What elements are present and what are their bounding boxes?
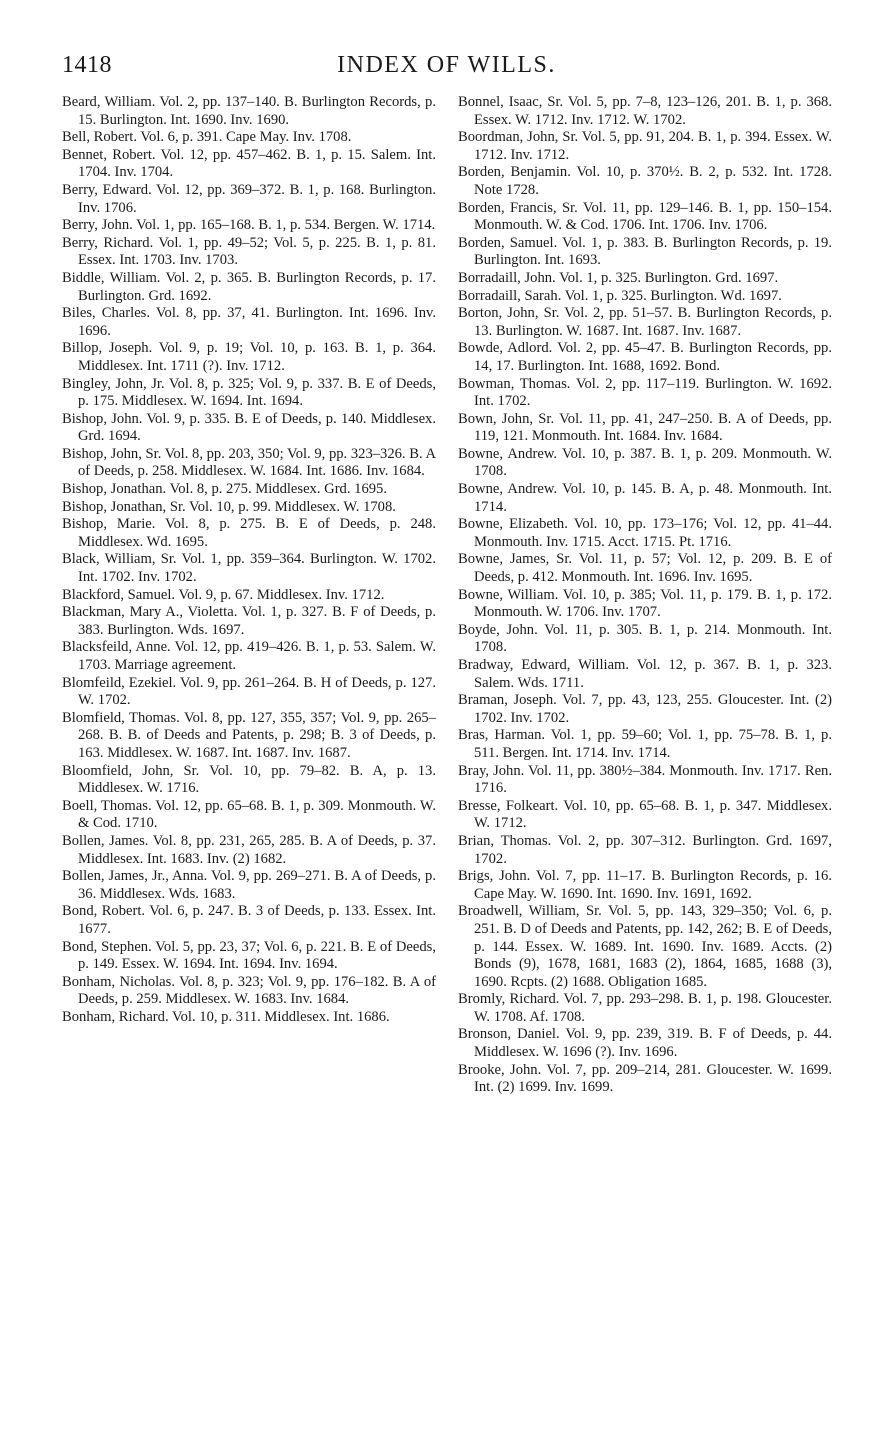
index-entry: Bradway, Edward, William. Vol. 12, p. 367. B. 1, p. 323. Salem. Wds. 1711. (458, 657, 832, 691)
index-entry: Bollen, James, Jr., Anna. Vol. 9, pp. 269–271. B. A of Deeds, p. 36. Middlesex. Wds. 1683. (62, 868, 436, 902)
index-entry: Bond, Stephen. Vol. 5, pp. 23, 37; Vol. 6, p. 221. B. E of Deeds, p. 149. Essex. W. 1694. Int. 1694. Inv. 1694. (62, 938, 436, 973)
index-entry: Bloomfield, John, Sr. Vol. 10, pp. 79–82. B. A, p. 13. Middlesex. W. 1716. (62, 762, 436, 797)
index-entry: Bishop, Marie. Vol. 8, p. 275. B. E of Deeds, p. 248. Middlesex. Wd. 1695. (62, 516, 436, 550)
right-column (458, 94, 832, 1097)
index-entry: Borden, Samuel. Vol. 1, p. 383. B. Burlington Records, p. 19. Burlington. Int. 1693. (458, 234, 832, 269)
index-entry: Blomfeild, Ezekiel. Vol. 9, pp. 261–264. B. H of Deeds, p. 127. W. 1702. (62, 674, 436, 709)
index-entry: Bowde, Adlord. Vol. 2, pp. 45–47. B. Burlington Records, pp. 14, 17. Burlington. Int. 1688, 1692. Bond. (458, 340, 832, 374)
index-entry: Billop, Joseph. Vol. 9, p. 19; Vol. 10, p. 163. B. 1, p. 364. Middlesex. Int. 1711 (?). Inv. 1712. (62, 340, 436, 374)
index-entry: Biddle, William. Vol. 2, p. 365. B. Burlington Records, p. 17. Burlington. Grd. 1692. (62, 269, 436, 304)
index-entry: Boell, Thomas. Vol. 12, pp. 65–68. B. 1, p. 309. Monmouth. W. & Cod. 1710. (62, 797, 436, 832)
index-entry: Bingley, John, Jr. Vol. 8, p. 325; Vol. 9, p. 337. B. E of Deeds, p. 175. Middlesex. W. 1694. Int. 1694. (62, 375, 436, 410)
index-entry: Bishop, Jonathan. Vol. 8, p. 275. Middlesex. Grd. 1695. (62, 481, 387, 498)
index-entry: Brian, Thomas. Vol. 2, pp. 307–312. Burlington. Grd. 1697, 1702. (458, 832, 832, 867)
index-entry: Borton, John, Sr. Vol. 2, pp. 51–57. B. Burlington Records, p. 13. Burlington. W. 1687. Int. 1687. Inv. 1687. (458, 305, 832, 339)
page-number: 1418 (62, 52, 112, 78)
index-entry: Black, William, Sr. Vol. 1, pp. 359–364. Burlington. W. 1702. Int. 1702. Inv. 1702. (62, 551, 436, 586)
index-entry: Borradaill, Sarah. Vol. 1, p. 325. Burlington. Wd. 1697. (458, 287, 782, 304)
index-entry: Bown, John, Sr. Vol. 11, pp. 41, 247–250. B. A of Deeds, pp. 119, 121. Monmouth. Int. 1684. Inv. 1684. (458, 410, 832, 445)
index-entry: Bonnel, Isaac, Sr. Vol. 5, pp. 7–8, 123–126, 201. B. 1, p. 368. Essex. W. 1712. Inv. 1712. W. 1702. (458, 94, 832, 128)
index-entry: Bowne, Andrew. Vol. 10, p. 145. B. A, p. 48. Monmouth. Int. 1714. (458, 481, 832, 515)
index-entry: Bell, Robert. Vol. 6, p. 391. Cape May. Inv. 1708. (62, 129, 352, 146)
index-entry: Blackman, Mary A., Violetta. Vol. 1, p. 327. B. F of Deeds, p. 383. Burlington. Wds. 1697. (62, 604, 436, 638)
index-entry: Bollen, James. Vol. 8, pp. 231, 265, 285. B. A of Deeds, p. 37. Middlesex. Int. 1683. Inv. (2) 1682. (62, 832, 436, 867)
index-entry: Bromly, Richard. Vol. 7, pp. 293–298. B. 1, p. 198. Gloucester. W. 1708. Af. 1708. (458, 991, 832, 1025)
index-entry: Blomfield, Thomas. Vol. 8, pp. 127, 355, 357; Vol. 9, pp. 265–268. B. B. of Deeds and Patents, p. 298; B. 3 of Deeds, p. 163. Middlesex. W. 1687. Int. 1687. Inv. 1687. (62, 709, 436, 761)
index-entry: Bowne, James, Sr. Vol. 11, p. 57; Vol. 12, p. 209. B. E of Deeds, p. 412. Monmouth. Int. 1696. Inv. 1695. (458, 551, 832, 586)
index-entry: Boyde, John. Vol. 11, p. 305. B. 1, p. 214. Monmouth. Int. 1708. (458, 621, 832, 656)
left-column (62, 94, 436, 1026)
index-entry: Berry, John. Vol. 1, pp. 165–168. B. 1, p. 534. Bergen. W. 1714. (62, 217, 436, 234)
index-entry: Berry, Edward. Vol. 12, pp. 369–372. B. 1, p. 168. Burlington. Inv. 1706. (62, 181, 436, 216)
index-entry: Bowne, William. Vol. 10, p. 385; Vol. 11, p. 179. B. 1, p. 172. Monmouth. W. 1706. Inv. 1707. (458, 586, 832, 621)
index-entry: Bresse, Folkeart. Vol. 10, pp. 65–68. B. 1, p. 347. Middlesex. W. 1712. (458, 797, 832, 832)
index-entry: Bras, Harman. Vol. 1, pp. 59–60; Vol. 1, pp. 75–78. B. 1, p. 511. Bergen. Int. 1714. Inv. 1714. (458, 727, 832, 761)
index-entry: Bowman, Thomas. Vol. 2, pp. 117–119. Burlington. W. 1692. Int. 1702. (458, 375, 832, 410)
index-entry: Broadwell, William, Sr. Vol. 5, pp. 143, 329–350; Vol. 6, p. 251. B. D of Deeds and Patents, pp. 142, 262; B. E of Deeds, p. 144. Essex. W. 1689. Int. 1690. Inv. 1689. Accts. (2) Bonds (9), 1678, 1681, 1683 (2), 1864, 1685, 1688 (3), 1690. Rcpts. (2) 1688. Obligation 1685. (458, 903, 832, 990)
index-entry: Berry, Richard. Vol. 1, pp. 49–52; Vol. 5, p. 225. B. 1, p. 81. Essex. Int. 1703. Inv. 1703. (62, 234, 436, 269)
index-entry: Bishop, Jonathan, Sr. Vol. 10, p. 99. Middlesex. W. 1708. (62, 498, 396, 515)
index-entry: Bishop, John, Sr. Vol. 8, pp. 203, 350; Vol. 9, pp. 323–326. B. A of Deeds, p. 258. Middlesex. W. 1684. Int. 1686. Inv. 1684. (62, 445, 436, 480)
index-entry: Blacksfeild, Anne. Vol. 12, pp. 419–426. B. 1, p. 53. Salem. W. 1703. Marriage agreement. (62, 639, 436, 673)
index-entry: Boordman, John, Sr. Vol. 5, pp. 91, 204. B. 1, p. 394. Essex. W. 1712. Inv. 1712. (458, 129, 832, 163)
index-entry: Bray, John. Vol. 11, pp. 380½–384. Monmouth. Inv. 1717. Ren. 1716. (458, 762, 832, 797)
page-header (62, 52, 831, 86)
index-entry: Bishop, John. Vol. 9, p. 335. B. E of Deeds, p. 140. Middlesex. Grd. 1694. (62, 410, 436, 445)
running-title: INDEX OF WILLS. (337, 52, 556, 78)
index-entry: Borden, Francis, Sr. Vol. 11, pp. 129–146. B. 1, pp. 150–154. Monmouth. W. & Cod. 1706. Int. 1706. Inv. 1706. (458, 199, 832, 234)
index-entry: Bowne, Elizabeth. Vol. 10, pp. 173–176; Vol. 12, pp. 41–44. Monmouth. Inv. 1715. Acct. 1715. Pt. 1716. (458, 516, 832, 550)
index-entry: Bowne, Andrew. Vol. 10, p. 387. B. 1, p. 209. Monmouth. W. 1708. (458, 445, 832, 480)
index-entry: Bennet, Robert. Vol. 12, pp. 457–462. B. 1, p. 15. Salem. Int. 1704. Inv. 1704. (62, 146, 436, 181)
index-entry: Biles, Charles. Vol. 8, pp. 37, 41. Burlington. Int. 1696. Inv. 1696. (62, 305, 436, 339)
index-entry: Braman, Joseph. Vol. 7, pp. 43, 123, 255. Gloucester. Int. (2) 1702. Inv. 1702. (458, 692, 832, 726)
index-entry: Borden, Benjamin. Vol. 10, p. 370½. B. 2, p. 532. Int. 1728. Note 1728. (458, 164, 832, 198)
index-entry: Borradaill, John. Vol. 1, p. 325. Burlington. Grd. 1697. (458, 269, 779, 286)
index-entry: Brooke, John. Vol. 7, pp. 209–214, 281. Gloucester. W. 1699. Int. (2) 1699. Inv. 1699. (458, 1061, 832, 1096)
index-entry: Brigs, John. Vol. 7, pp. 11–17. B. Burlington Records, p. 16. Cape May. W. 1690. Int. 1690. Inv. 1691, 1692. (458, 868, 832, 902)
index-entry: Bonham, Richard. Vol. 10, p. 311. Middlesex. Int. 1686. (62, 1008, 390, 1025)
index-entry: Blackford, Samuel. Vol. 9, p. 67. Middlesex. Inv. 1712. (62, 586, 385, 603)
index-entry: Bronson, Daniel. Vol. 9, pp. 239, 319. B. F of Deeds, p. 44. Middlesex. W. 1696 (?). Inv. 1696. (458, 1026, 832, 1061)
index-entry: Bonham, Nicholas. Vol. 8, p. 323; Vol. 9, pp. 176–182. B. A of Deeds, p. 259. Middlesex. W. 1683. Inv. 1684. (62, 973, 436, 1008)
index-entry: Bond, Robert. Vol. 6, p. 247. B. 3 of Deeds, p. 133. Essex. Int. 1677. (62, 903, 436, 937)
index-entry: Beard, William. Vol. 2, pp. 137–140. B. Burlington Records, p. 15. Burlington. Int. 1690. Inv. 1690. (62, 94, 436, 128)
